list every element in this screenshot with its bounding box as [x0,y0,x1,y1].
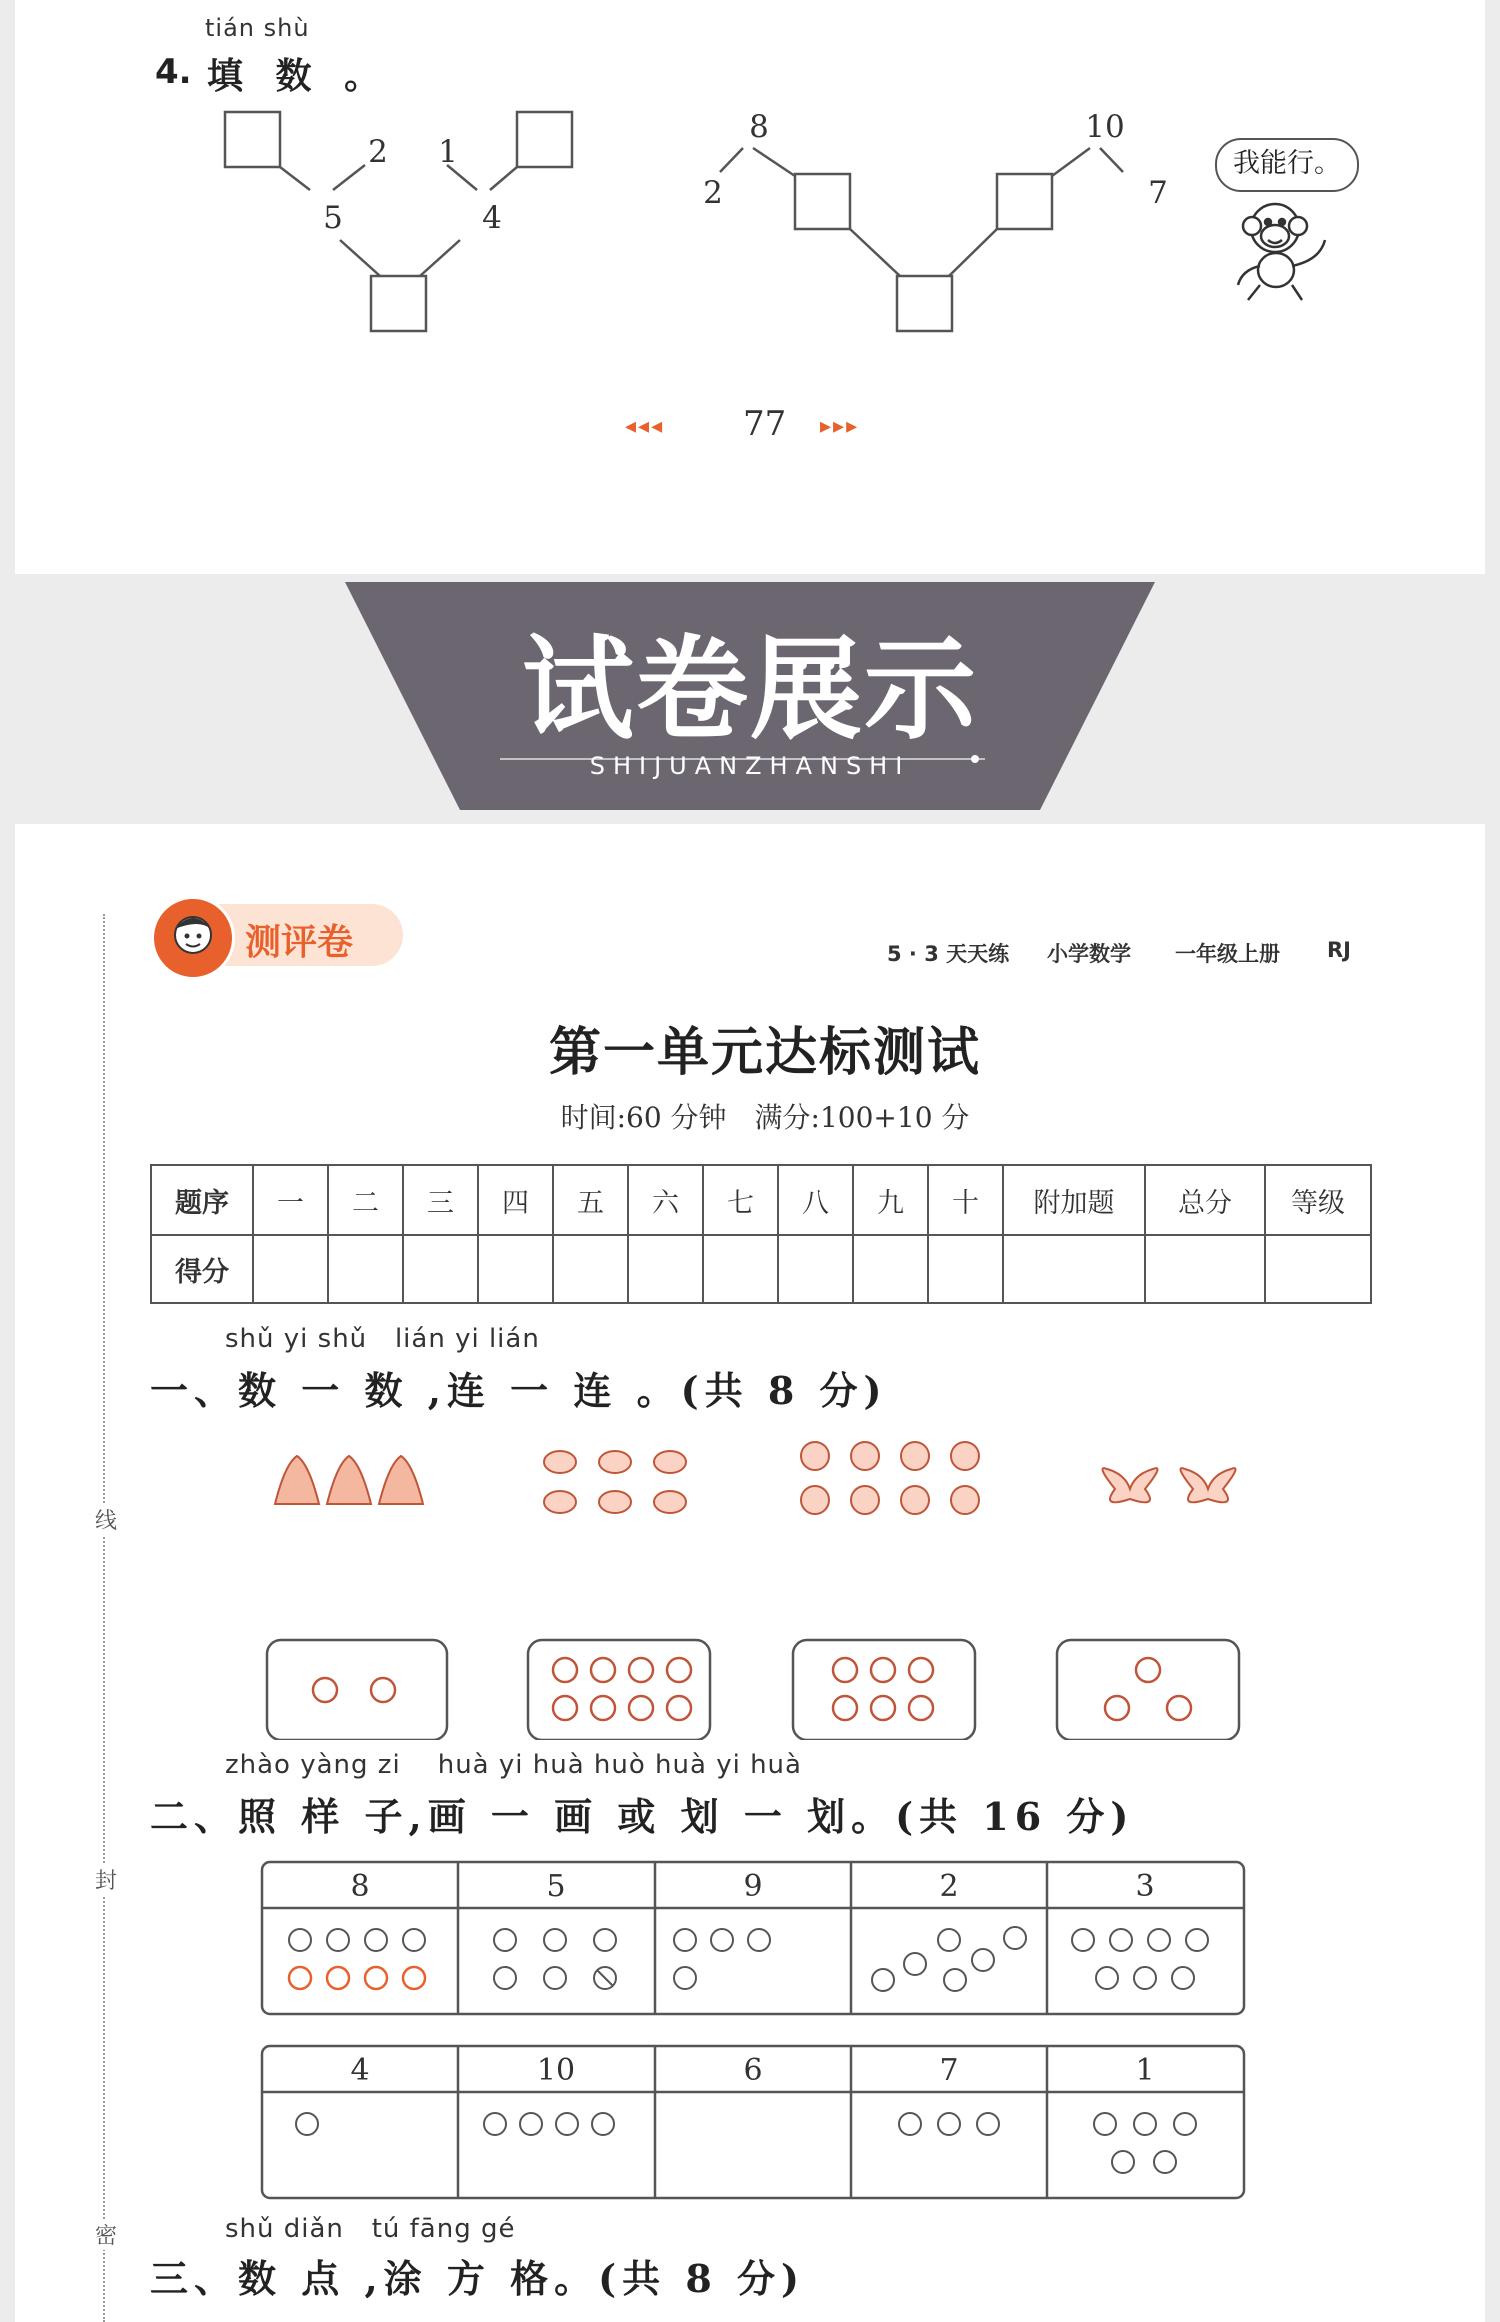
tree2-box-bottom[interactable] [897,276,952,331]
section1-pictures [15,1414,1485,1544]
edition: RJ [1327,938,1351,962]
page-nav-next-icon: ▸▸▸ [820,414,860,439]
top-page [15,0,1485,574]
tree2-box-right[interactable] [997,174,1052,229]
tree1-box-left[interactable] [225,112,280,167]
section1-dot-boxes [15,1620,1485,1740]
grid-header-cell: 5 [546,1869,566,1904]
fish-icon [599,1451,631,1473]
section1-title: 一、数 一 数 ,连 一 连 。(共 8 分) [150,1368,888,1413]
score-header-cell: 九 [853,1165,928,1235]
score-row-label: 得分 [151,1235,253,1303]
tree2-left-mid: 2 [703,175,723,211]
bamboo-shoot-icon [327,1456,371,1504]
fish-icon-group [544,1451,686,1513]
dot-box-2[interactable] [267,1640,447,1740]
subject: 小学数学 [1047,942,1131,966]
tree1-box-bottom[interactable] [371,276,426,331]
score-cell[interactable] [328,1235,403,1303]
dot-box-3[interactable] [1057,1640,1239,1740]
bamboo-shoot-icon [275,1456,319,1504]
exam-title: 第一单元达标测试 [548,1022,981,1083]
flower-icon [851,1442,879,1470]
grid-header-cell: 6 [743,2053,763,2088]
boy-avatar-icon [151,896,235,980]
fish-icon [544,1451,576,1473]
grid-header-cell: 4 [350,2053,370,2088]
tree1-left-mid: 5 [323,200,343,236]
banner-title: 试卷展示 [522,625,978,755]
fish-icon [654,1491,686,1513]
score-cell[interactable] [628,1235,703,1303]
score-header-cell: 六 [628,1165,703,1235]
flower-icon [851,1486,879,1514]
page-nav-prev-icon: ◂◂◂ [625,414,665,439]
flower-icon-group [801,1442,979,1514]
speech-bubble: 我能行。 [1215,138,1359,192]
fish-icon [544,1491,576,1513]
series-name: 5 · 3 天天练 [887,942,1010,966]
monkey-icon [1230,190,1350,310]
page-number: 77 [743,404,787,444]
grid-header-cell: 3 [1135,1869,1155,1904]
grid-header-cell: 9 [743,1869,763,1904]
score-header-cell: 题序 [151,1165,253,1235]
grid-header-cell: 8 [350,1869,370,1904]
tree2-box-left[interactable] [795,174,850,229]
butterfly-icon-group [1103,1468,1236,1502]
section3-pinyin: shǔ diǎn tú fāng gé [225,2214,516,2244]
score-cell[interactable] [778,1235,853,1303]
score-cell[interactable] [403,1235,478,1303]
section2-pinyin: zhào yàng zi huà yi huà huò huà yi huà [225,1750,802,1780]
flower-icon [901,1486,929,1514]
tree2-left-top: 8 [749,109,769,145]
score-header-cell: 二 [328,1165,403,1235]
grid-header-cell: 7 [939,2053,959,2088]
flower-icon [801,1442,829,1470]
binding-mark-line: 线 [95,1504,117,1535]
score-header-cell: 七 [703,1165,778,1235]
tree1-box-right[interactable] [517,112,572,167]
tree1-right-mid: 4 [482,200,502,236]
flower-icon [901,1442,929,1470]
q4-text: 填 数 。 [207,55,391,97]
score-cell[interactable] [928,1235,1003,1303]
fish-icon [654,1451,686,1473]
score-cell[interactable] [1145,1235,1265,1303]
bamboo-shoot-icon-group [275,1456,423,1504]
score-cell[interactable] [253,1235,328,1303]
tree1-right-top: 1 [438,134,458,170]
badge-label: 测评卷 [245,922,354,963]
section3-title: 三、数 点 ,涂 方 格。(共 8 分) [150,2256,806,2301]
score-header-cell: 总分 [1145,1165,1265,1235]
grid-header-cell: 1 [1135,2053,1155,2088]
score-cell[interactable] [1265,1235,1371,1303]
banner-subtitle: SHIJUANZHANSHI [589,752,911,780]
score-cell[interactable] [853,1235,928,1303]
score-header-cell: 三 [403,1165,478,1235]
badge [153,904,403,966]
score-cell[interactable] [1003,1235,1145,1303]
binding-mark-seal: 封 [95,1864,117,1895]
exam-page [15,824,1485,2322]
tree2-right-top: 10 [1085,109,1125,145]
score-cell[interactable] [703,1235,778,1303]
butterfly-icon [1181,1468,1236,1502]
grid-header-cell: 2 [939,1869,959,1904]
grade: 一年级上册 [1175,942,1280,966]
score-table-header-row [151,1165,1371,1235]
binding-mark-secret: 密 [95,2219,117,2250]
dot-box-6[interactable] [793,1640,975,1740]
score-header-cell: 十 [928,1165,1003,1235]
butterfly-icon [1103,1468,1158,1502]
flower-icon [951,1442,979,1470]
score-table [150,1164,1372,1304]
score-header-cell: 附加题 [1003,1165,1145,1235]
score-header-cell: 四 [478,1165,553,1235]
score-table-score-row [151,1235,1371,1303]
fish-icon [599,1491,631,1513]
flower-icon [951,1486,979,1514]
grid-header-cell: 10 [536,2053,576,2088]
bamboo-shoot-icon [379,1456,423,1504]
tree2-right-mid: 7 [1148,175,1168,211]
dot-box-8[interactable] [528,1640,710,1740]
q4-pinyin: tián shù [205,14,310,42]
score-header-cell: 五 [553,1165,628,1235]
section2-title: 二、照 样 子,画 一 画 或 划 一 划。(共 16 分) [150,1794,1135,1839]
tree1-left-top: 2 [368,134,388,170]
q4-number: 4. [155,52,192,92]
score-cell[interactable] [553,1235,628,1303]
score-cell[interactable] [478,1235,553,1303]
flower-icon [801,1486,829,1514]
score-header-cell: 一 [253,1165,328,1235]
section1-pinyin: shǔ yi shǔ lián yi lián [225,1324,540,1354]
score-header-cell: 八 [778,1165,853,1235]
exam-meta: 时间:60 分钟 满分:100+10 分 [560,1101,970,1134]
score-header-cell: 等级 [1265,1165,1371,1235]
